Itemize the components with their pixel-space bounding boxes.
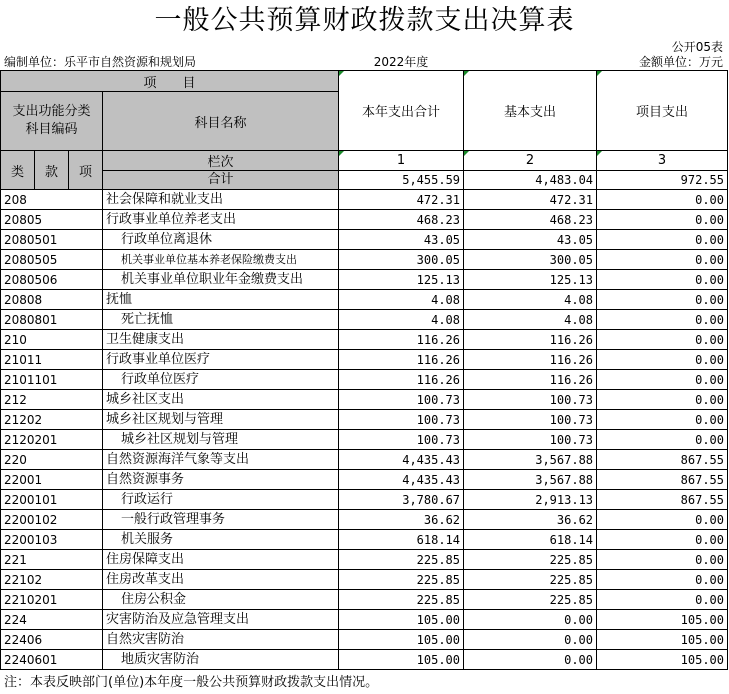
subject-code: 224 <box>1 610 103 630</box>
table-row <box>1 510 728 530</box>
total-amount: 4.08 <box>339 310 464 330</box>
subject-name: 抚恤 <box>103 290 339 310</box>
subject-name: 机关服务 <box>103 530 339 550</box>
project-amount: 0.00 <box>597 310 728 330</box>
table-row <box>1 270 728 290</box>
basic-amount: 100.73 <box>464 390 597 410</box>
basic-amount: 125.13 <box>464 270 597 290</box>
basic-amount: 300.05 <box>464 250 597 270</box>
basic-amount: 100.73 <box>464 410 597 430</box>
subject-code: 2200102 <box>1 510 103 530</box>
header-xiang: 项 <box>69 151 103 190</box>
subject-name: 卫生健康支出 <box>103 330 339 350</box>
project-amount: 867.55 <box>597 490 728 510</box>
project-amount: 0.00 <box>597 410 728 430</box>
subject-code: 208 <box>1 190 103 210</box>
basic-amount: 116.26 <box>464 330 597 350</box>
project-amount: 0.00 <box>597 570 728 590</box>
subject-name: 机关事业单位职业年金缴费支出 <box>103 270 339 290</box>
table-row <box>1 490 728 510</box>
total-amount: 116.26 <box>339 370 464 390</box>
subject-code: 22406 <box>1 630 103 650</box>
subject-code: 2240601 <box>1 650 103 670</box>
header-lei: 类 <box>1 151 35 190</box>
subject-name: 机关事业单位基本养老保险缴费支出 <box>103 250 339 270</box>
basic-amount: 3,567.88 <box>464 450 597 470</box>
subject-name: 行政事业单位养老支出 <box>103 210 339 230</box>
subject-code: 2080501 <box>1 230 103 250</box>
basic-amount: 116.26 <box>464 350 597 370</box>
project-amount: 0.00 <box>597 230 728 250</box>
basic-amount: 116.26 <box>464 370 597 390</box>
project-amount: 0.00 <box>597 250 728 270</box>
total-amount: 105.00 <box>339 610 464 630</box>
expenditure-table <box>0 70 728 670</box>
subject-code: 221 <box>1 550 103 570</box>
header-kuan: 款 <box>35 151 69 190</box>
project-amount: 0.00 <box>597 550 728 570</box>
money-unit: 金额单位：万元 <box>638 55 723 69</box>
project-amount: 0.00 <box>597 210 728 230</box>
total-amount: 618.14 <box>339 530 464 550</box>
subject-name: 行政单位离退休 <box>103 230 339 250</box>
project-amount: 0.00 <box>597 370 728 390</box>
subject-name: 住房公积金 <box>103 590 339 610</box>
total-amount: 468.23 <box>339 210 464 230</box>
subject-name: 社会保障和就业支出 <box>103 190 339 210</box>
subject-name: 行政运行 <box>103 490 339 510</box>
subject-code: 2080801 <box>1 310 103 330</box>
table-row <box>1 410 728 430</box>
total-amount: 225.85 <box>339 570 464 590</box>
table-row <box>1 290 728 310</box>
subject-code: 20805 <box>1 210 103 230</box>
total-amount: 100.73 <box>339 410 464 430</box>
project-amount: 0.00 <box>597 510 728 530</box>
total-label: 合计 <box>103 171 339 190</box>
basic-amount: 4.08 <box>464 310 597 330</box>
table-note: 注：本表反映部门(单位)本年度一般公共预算财政拨款支出情况。 <box>4 675 379 690</box>
subject-code: 210 <box>1 330 103 350</box>
basic-amount: 0.00 <box>464 610 597 630</box>
project-amount: 0.00 <box>597 390 728 410</box>
basic-amount: 36.62 <box>464 510 597 530</box>
subject-name: 城乡社区规划与管理 <box>103 430 339 450</box>
subject-code: 2120201 <box>1 430 103 450</box>
project-amount: 0.00 <box>597 330 728 350</box>
subject-code: 22001 <box>1 470 103 490</box>
table-row <box>1 210 728 230</box>
table-row <box>1 470 728 490</box>
subject-name: 城乡社区支出 <box>103 390 339 410</box>
total-amount: 4,435.43 <box>339 470 464 490</box>
project-amount: 867.55 <box>597 450 728 470</box>
table-row <box>1 570 728 590</box>
table-row <box>1 250 728 270</box>
basic-amount: 225.85 <box>464 570 597 590</box>
subject-name: 自然灾害防治 <box>103 630 339 650</box>
basic-amount: 0.00 <box>464 630 597 650</box>
subject-name: 城乡社区规划与管理 <box>103 410 339 430</box>
header-basic-column: 基本支出 <box>464 71 597 151</box>
subject-code: 212 <box>1 390 103 410</box>
column-number-2: 2 <box>464 151 597 171</box>
subject-name: 行政单位医疗 <box>103 370 339 390</box>
subject-code: 2080506 <box>1 270 103 290</box>
project-amount: 0.00 <box>597 590 728 610</box>
basic-amount: 225.85 <box>464 550 597 570</box>
subject-code: 21202 <box>1 410 103 430</box>
total-amount: 125.13 <box>339 270 464 290</box>
project-amount: 0.00 <box>597 430 728 450</box>
header-column-index: 栏次 <box>103 151 339 171</box>
fiscal-year: 2022年度 <box>373 55 429 69</box>
basic-amount: 225.85 <box>464 590 597 610</box>
header-total-column: 本年支出合计 <box>339 71 464 151</box>
total-amount: 105.00 <box>339 630 464 650</box>
subject-name: 地质灾害防治 <box>103 650 339 670</box>
table-row <box>1 610 728 630</box>
project-amount: 0.00 <box>597 270 728 290</box>
total-amount: 3,780.67 <box>339 490 464 510</box>
header-project-column: 项目支出 <box>597 71 728 151</box>
project-amount: 105.00 <box>597 610 728 630</box>
reporting-unit: 编制单位：乐平市自然资源和规划局 <box>4 55 197 69</box>
table-row <box>1 230 728 250</box>
project-amount: 105.00 <box>597 630 728 650</box>
project-amount: 0.00 <box>597 290 728 310</box>
total-amount: 43.05 <box>339 230 464 250</box>
subject-name: 死亡抚恤 <box>103 310 339 330</box>
total-project: 972.55 <box>597 171 728 190</box>
basic-amount: 0.00 <box>464 650 597 670</box>
subject-name: 行政事业单位医疗 <box>103 350 339 370</box>
project-amount: 0.00 <box>597 530 728 550</box>
total-amount: 100.73 <box>339 430 464 450</box>
subject-name: 一般行政管理事务 <box>103 510 339 530</box>
subject-name: 住房改革支出 <box>103 570 339 590</box>
column-number-1: 1 <box>339 151 464 171</box>
total-sum: 5,455.59 <box>339 171 464 190</box>
project-amount: 105.00 <box>597 650 728 670</box>
subject-code: 2101101 <box>1 370 103 390</box>
table-row <box>1 350 728 370</box>
total-amount: 225.85 <box>339 590 464 610</box>
column-number-3: 3 <box>597 151 728 171</box>
basic-amount: 100.73 <box>464 430 597 450</box>
table-row <box>1 650 728 670</box>
subject-code: 2200103 <box>1 530 103 550</box>
table-row <box>1 630 728 650</box>
project-amount: 0.00 <box>597 190 728 210</box>
total-amount: 116.26 <box>339 350 464 370</box>
subject-name: 住房保障支出 <box>103 550 339 570</box>
total-amount: 116.26 <box>339 330 464 350</box>
basic-amount: 468.23 <box>464 210 597 230</box>
subject-code: 2210201 <box>1 590 103 610</box>
total-amount: 4.08 <box>339 290 464 310</box>
total-amount: 105.00 <box>339 650 464 670</box>
table-row <box>1 550 728 570</box>
subject-code: 220 <box>1 450 103 470</box>
total-amount: 4,435.43 <box>339 450 464 470</box>
table-row <box>1 430 728 450</box>
table-row <box>1 390 728 410</box>
table-row <box>1 530 728 550</box>
basic-amount: 43.05 <box>464 230 597 250</box>
subject-code: 2200101 <box>1 490 103 510</box>
table-row <box>1 590 728 610</box>
subject-name: 自然资源海洋气象等支出 <box>103 450 339 470</box>
total-amount: 472.31 <box>339 190 464 210</box>
subject-code: 2080505 <box>1 250 103 270</box>
header-code-group: 支出功能分类 科目编码 <box>1 92 103 151</box>
total-amount: 225.85 <box>339 550 464 570</box>
subject-code: 21011 <box>1 350 103 370</box>
subject-code: 22102 <box>1 570 103 590</box>
total-amount: 36.62 <box>339 510 464 530</box>
table-row <box>1 310 728 330</box>
total-amount: 100.73 <box>339 390 464 410</box>
basic-amount: 2,913.13 <box>464 490 597 510</box>
subject-code: 20808 <box>1 290 103 310</box>
basic-amount: 618.14 <box>464 530 597 550</box>
table-row <box>1 370 728 390</box>
project-amount: 867.55 <box>597 470 728 490</box>
project-amount: 0.00 <box>597 350 728 370</box>
subject-name: 自然资源事务 <box>103 470 339 490</box>
table-row <box>1 450 728 470</box>
table-row <box>1 190 728 210</box>
document-number: 公开05表 <box>671 40 723 54</box>
basic-amount: 4.08 <box>464 290 597 310</box>
total-amount: 300.05 <box>339 250 464 270</box>
subject-name: 灾害防治及应急管理支出 <box>103 610 339 630</box>
basic-amount: 472.31 <box>464 190 597 210</box>
report-meta <box>0 54 729 70</box>
table-row <box>1 330 728 350</box>
basic-amount: 3,567.88 <box>464 470 597 490</box>
report-title: 一般公共预算财政拨款支出决算表 <box>154 5 575 36</box>
header-item: 项 目 <box>1 71 339 92</box>
total-basic: 4,483.04 <box>464 171 597 190</box>
header-subject-name: 科目名称 <box>103 92 339 151</box>
